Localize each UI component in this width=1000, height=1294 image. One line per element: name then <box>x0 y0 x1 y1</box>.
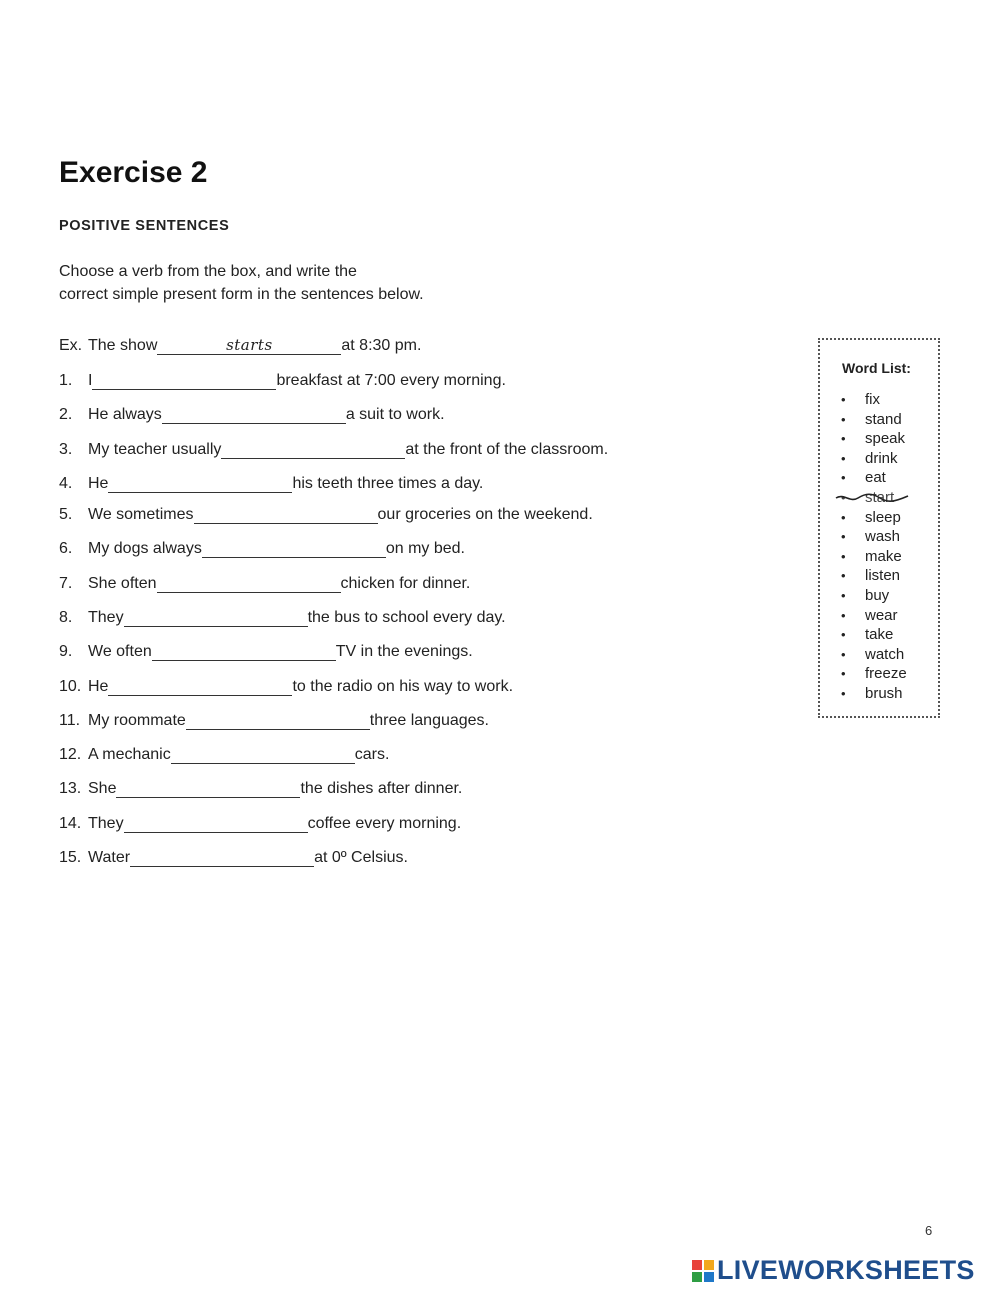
word-text: buy <box>865 586 890 604</box>
question-before: We often <box>88 643 152 660</box>
word-list <box>840 390 907 704</box>
answer-blank[interactable] <box>186 711 370 730</box>
word-list-item <box>840 566 907 586</box>
word-text: eat <box>865 469 886 487</box>
answer-blank[interactable] <box>116 779 300 798</box>
question-row <box>59 809 461 833</box>
question-row <box>59 366 506 390</box>
question-number: 13. <box>59 780 82 797</box>
answer-blank[interactable] <box>130 848 314 867</box>
strikethrough-scribble-icon <box>834 490 914 506</box>
brand-name: LIVEWORKSHEETS <box>717 1255 975 1285</box>
question-after: to the radio on his way to work. <box>292 678 514 695</box>
bullet-icon: • <box>841 607 846 623</box>
word-list-item <box>840 606 907 626</box>
answer-blank[interactable] <box>157 574 341 593</box>
example-sentence <box>59 331 421 355</box>
word-list-item <box>840 410 907 430</box>
question-before: He always <box>88 406 162 423</box>
question-after: at 0º Celsius. <box>314 849 408 866</box>
bullet-icon: • <box>841 489 846 505</box>
answer-blank[interactable] <box>108 474 292 493</box>
word-list-item <box>840 488 907 508</box>
word-text: fix <box>865 391 880 408</box>
word-text: freeze <box>865 665 907 683</box>
question-before: My teacher usually <box>88 441 222 458</box>
example-answer-blank <box>157 336 341 355</box>
answer-blank[interactable] <box>92 371 276 390</box>
word-text: speak <box>865 430 906 448</box>
word-list-item <box>840 527 907 547</box>
question-before: My roommate <box>88 712 186 729</box>
word-list-item <box>840 625 907 645</box>
bullet-icon: • <box>841 529 846 545</box>
question-row <box>59 534 465 558</box>
question-before: We sometimes <box>88 506 194 523</box>
example-before: The show <box>88 337 158 354</box>
word-text: make <box>865 547 902 565</box>
bullet-icon: • <box>841 568 846 584</box>
word-list-item <box>840 547 907 567</box>
question-after: our groceries on the weekend. <box>377 506 593 523</box>
word-list-title: Word List: <box>842 360 911 376</box>
question-row <box>59 774 462 798</box>
question-number: 9. <box>59 643 73 660</box>
question-number: 4. <box>59 475 73 492</box>
answer-blank[interactable] <box>124 814 308 833</box>
question-before: They <box>88 609 124 626</box>
question-row <box>59 469 483 493</box>
question-before: A mechanic <box>88 746 171 763</box>
question-row <box>59 740 389 764</box>
word-text: watch <box>865 645 905 663</box>
question-after: coffee every morning. <box>307 815 462 832</box>
question-after: three languages. <box>369 712 489 729</box>
word-list-item <box>840 684 907 704</box>
question-number: 11. <box>59 712 81 729</box>
instructions-line-1: Choose a verb from the box, and write the <box>59 263 357 280</box>
question-after: on my bed. <box>385 540 465 557</box>
question-number: 5. <box>59 506 73 523</box>
question-number: 10. <box>59 678 82 695</box>
example-after: at 8:30 pm. <box>341 337 422 354</box>
question-number: 2. <box>59 406 73 423</box>
word-list-item <box>840 429 907 449</box>
word-text: take <box>865 626 894 644</box>
answer-blank[interactable] <box>221 440 405 459</box>
answer-blank[interactable] <box>152 642 336 661</box>
question-before: She <box>88 780 117 797</box>
question-before: He <box>88 475 109 492</box>
question-after: chicken for dinner. <box>340 575 471 592</box>
word-text: sleep <box>865 508 901 526</box>
question-after: breakfast at 7:00 every morning. <box>276 372 506 389</box>
word-list-item <box>840 508 907 528</box>
question-row <box>59 637 473 661</box>
question-row <box>59 603 506 627</box>
example-label: Ex. <box>59 337 83 354</box>
word-list-item <box>840 390 907 410</box>
exercise-title: Exercise 2 <box>59 156 208 189</box>
bullet-icon: • <box>841 548 846 564</box>
word-list-item <box>840 449 907 469</box>
question-before: They <box>88 815 124 832</box>
instructions-line-2: correct simple present form in the sentences below. <box>59 286 424 303</box>
question-before: I <box>88 372 93 389</box>
word-list-item <box>840 645 907 665</box>
word-text: brush <box>865 684 903 702</box>
question-number: 6. <box>59 540 73 557</box>
question-after: TV in the evenings. <box>335 643 473 660</box>
question-row <box>59 569 470 593</box>
question-row <box>59 843 408 867</box>
bullet-icon: • <box>841 450 846 466</box>
word-list-item <box>840 664 907 684</box>
question-after: the dishes after dinner. <box>300 780 463 797</box>
brand-footer <box>692 1255 975 1286</box>
question-before: She often <box>88 575 157 592</box>
bullet-icon: • <box>841 666 846 682</box>
bullet-icon: • <box>841 646 846 662</box>
question-after: a suit to work. <box>345 406 445 423</box>
question-after: his teeth three times a day. <box>292 475 484 492</box>
answer-blank[interactable] <box>108 677 292 696</box>
question-row <box>59 400 445 424</box>
answer-blank[interactable] <box>202 539 386 558</box>
bullet-icon: • <box>841 392 846 407</box>
question-row <box>59 435 608 459</box>
word-text: start <box>865 488 895 506</box>
question-row <box>59 500 593 524</box>
word-text: drink <box>865 449 898 467</box>
bullet-icon: • <box>841 685 846 701</box>
example-answer: starts <box>226 336 273 354</box>
word-text: listen <box>865 567 901 585</box>
question-after: cars. <box>354 746 390 763</box>
question-after: at the front of the classroom. <box>405 441 609 458</box>
question-number: 7. <box>59 575 73 592</box>
question-row <box>59 706 489 730</box>
question-number: 1. <box>59 372 73 389</box>
question-number: 8. <box>59 609 73 626</box>
bullet-icon: • <box>841 627 846 643</box>
bullet-icon: • <box>841 509 846 525</box>
question-before: He <box>88 678 109 695</box>
word-list-item <box>840 468 907 488</box>
question-row <box>59 672 513 696</box>
exercise-subtitle: POSITIVE SENTENCES <box>59 218 230 234</box>
answer-blank[interactable] <box>194 505 378 524</box>
word-list-box <box>818 338 940 718</box>
answer-blank[interactable] <box>124 608 308 627</box>
instructions <box>59 260 424 306</box>
question-number: 15. <box>59 849 82 866</box>
word-text: stand <box>865 410 902 428</box>
question-after: the bus to school every day. <box>307 609 506 626</box>
page-number: 6 <box>925 1223 933 1238</box>
question-before: Water <box>88 849 131 866</box>
question-number: 3. <box>59 441 73 458</box>
bullet-icon: • <box>841 587 846 603</box>
word-text: wash <box>865 528 901 546</box>
question-number: 12. <box>59 746 82 763</box>
question-number: 14. <box>59 815 82 832</box>
answer-blank[interactable] <box>171 745 355 764</box>
word-text: wear <box>865 606 898 624</box>
word-list-item <box>840 586 907 606</box>
liveworksheets-logo-icon <box>692 1260 714 1282</box>
bullet-icon: • <box>841 470 846 486</box>
bullet-icon: • <box>841 411 846 427</box>
bullet-icon: • <box>841 431 846 447</box>
question-before: My dogs always <box>88 540 202 557</box>
answer-blank[interactable] <box>162 405 346 424</box>
